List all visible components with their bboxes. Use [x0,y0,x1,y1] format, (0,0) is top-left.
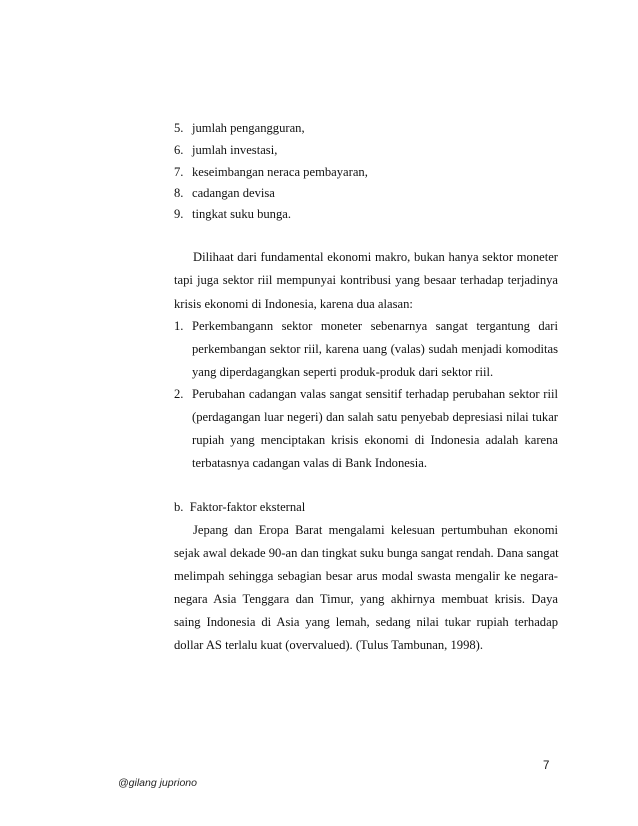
page-number: 7 [543,760,550,772]
paragraph-line: Dilihaat dari fundamental ekonomi makro, bukan hanya sektor moneter [193,250,558,264]
paragraph-line: negara Asia Tenggara dan Timur, yang akhirnya membuat krisis. Daya [174,592,558,606]
list-number: 7. [174,165,184,179]
list-item-line: Perubahan cadangan valas sangat sensitif terhadap perubahan sektor riil [192,387,558,401]
list-item-line: Perkembangann sektor moneter sebenarnya sangat tergantung dari [192,319,558,333]
paragraph-line: melimpah sehingga sebagian besar arus modal swasta mengalir ke negara- [174,569,558,583]
paragraph-line: sejak awal dekade 90-an dan tingkat suku bunga sangat rendah. Dana sangat [174,546,559,560]
list-item-line: yang diperdagangkan seperti produk-produk dari sektor riil. [192,365,494,379]
list-item: keseimbangan neraca pembayaran, [192,165,368,179]
paragraph-line: saing Indonesia di Asia yang lemah, sedang nilai tukar rupiah terhadap [174,615,558,629]
paragraph-line: krisis ekonomi di Indonesia, karena dua alasan: [174,297,413,311]
list-number: 6. [174,143,184,157]
list-item: cadangan devisa [192,186,275,200]
list-number: 8. [174,186,184,200]
list-item: jumlah pengangguran, [192,121,305,135]
list-number: 9. [174,207,184,221]
list-number: 1. [174,319,184,333]
list-item-line: (perdagangan luar negeri) dan salah satu penyebab depresiasi nilai tukar [192,410,558,424]
list-item-line: terbatasnya cadangan valas di Bank Indonesia. [192,456,427,470]
list-item-line: rupiah yang menciptakan krisis ekonomi di Indonesia adalah karena [192,433,558,447]
list-item-line: perkembangan sektor riil, karena uang (valas) sudah menjadi komoditas [192,342,558,356]
paragraph-line: dollar AS terlalu kuat (overvalued). (Tulus Tambunan, 1998). [174,638,484,652]
footer-author: @gilang jupriono [118,777,197,789]
paragraph-line: tapi juga sektor riil mempunyai kontribusi yang besaar terhadap terjadinya [174,273,558,287]
list-item: tingkat suku bunga. [192,207,291,221]
list-item: jumlah investasi, [192,143,278,157]
paragraph-line: Jepang dan Eropa Barat mengalami kelesuan pertumbuhan ekonomi [193,523,558,537]
section-heading: b. Faktor-faktor eksternal [174,500,306,514]
list-number: 2. [174,387,184,401]
list-number: 5. [174,121,184,135]
